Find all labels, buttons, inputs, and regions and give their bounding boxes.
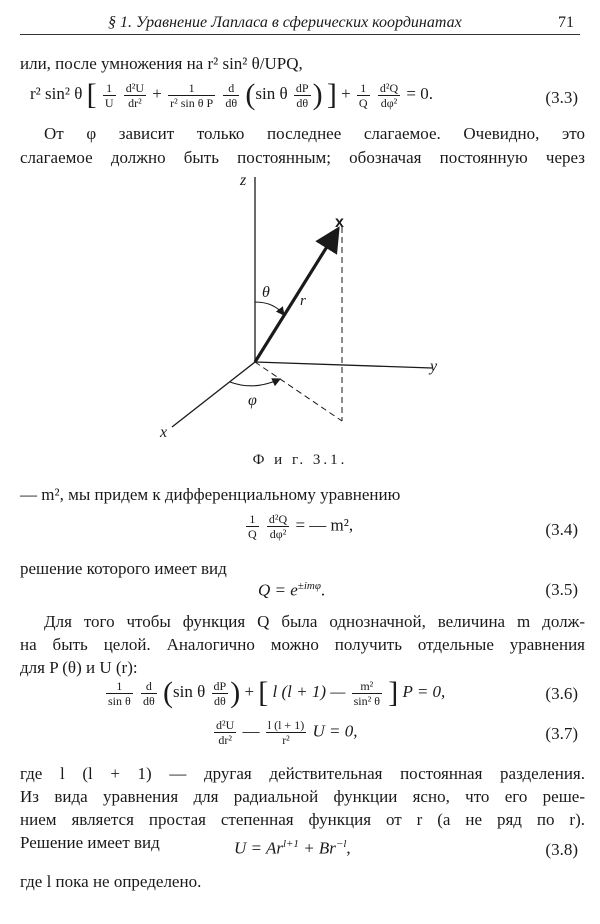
- projection-ground: [255, 362, 342, 421]
- theta-arc: [255, 302, 284, 315]
- para4-line3: для P (θ) и U (r):: [20, 658, 138, 677]
- eq37-f2-den: r²: [282, 733, 290, 747]
- eq37-minus: —: [242, 721, 260, 741]
- label-r: r: [300, 293, 306, 309]
- equation-3-8: [234, 838, 351, 859]
- eq33-lead: r² sin² θ: [30, 83, 83, 103]
- eq35-tail: .: [320, 580, 326, 600]
- para5-line3: нием является простая степенная функция от r (а не ряд по r).: [20, 810, 585, 829]
- eq33-f4-num: d: [223, 81, 239, 96]
- equation-3-5: [258, 580, 325, 601]
- eq36-f4-den: sin² θ: [353, 693, 380, 708]
- label-z: z: [240, 172, 247, 189]
- eq34-f2-den: dφ²: [269, 527, 287, 541]
- eq33-sin: sin θ: [255, 83, 288, 103]
- eq36-f1-den: sin θ: [108, 693, 131, 708]
- eq33-f4-den: dθ: [225, 95, 238, 110]
- eq38-number: (3.8): [545, 840, 578, 859]
- eq36-f2-den: dθ: [143, 693, 155, 708]
- eq37-f2-num: l (l + 1): [267, 718, 305, 732]
- eq33-f7-num: d²Q: [379, 80, 399, 95]
- eq33-f7-den: dφ²: [380, 95, 398, 110]
- eq37-number: (3.7): [545, 724, 578, 743]
- eq38-tail: ,: [346, 838, 351, 858]
- para5-line2: Из вида уравнения для радиальной функции ясно, что его реше-: [20, 787, 585, 806]
- eq36-f3-num: dP: [213, 678, 227, 693]
- eq36-f4-num: m²: [352, 679, 382, 694]
- equation-3-4: [244, 512, 353, 541]
- label-phi: φ: [248, 392, 257, 409]
- eq33-f6-den: Q: [358, 95, 368, 110]
- eq33-f2-den: dr²: [128, 95, 142, 110]
- eq35-exp: ±imφ: [297, 580, 321, 592]
- eq33-f5-num: dP: [295, 80, 309, 95]
- eq37-tail: U = 0,: [312, 721, 358, 741]
- para1-line1: От φ зависит только последнее слагаемое. Очевидно, это: [44, 124, 585, 143]
- eq33-f2-num: d²U: [125, 80, 145, 95]
- eq36-tail: P = 0,: [402, 681, 446, 701]
- label-y: y: [430, 358, 438, 375]
- eq36-number: (3.6): [545, 684, 578, 703]
- eq36-f3-den: dθ: [213, 693, 226, 708]
- equation-3-6: $\frac{1}{\text{sin θ}}$ $\frac{d}{d\theta}$ (sin θ $\frac{dP}{d\theta}$ ) + [ l (l + 1) — $\frac{\text{m²}}{\text{sin² θ}}$ ] P = 0,: [108, 676, 446, 709]
- x-axis: [172, 362, 255, 427]
- y-axis: [255, 362, 432, 368]
- eq38-b: + Br: [298, 838, 336, 858]
- equation-3-3: r² sin² θ [ $\frac{1}{U}$ $\frac{\text{d²U}}{\text{dr²}}$ + $\frac{1}{\text{r² sin θ P}}$ $\frac{d}{d\theta}$ (sin θ $\frac{dP}{d\theta}$ ) ] + $\frac{1}{Q}$ $\frac{\text{d²Q}}{\text{dφ²}}$ = 0.: [30, 78, 433, 111]
- phi-arc: [230, 379, 280, 386]
- eq36-sin: sin θ: [173, 681, 206, 701]
- eq33-f3-num: 1: [168, 81, 215, 96]
- para3: решение которого имеет вид: [20, 559, 227, 578]
- eq33-f6-num: 1: [357, 81, 370, 96]
- eq33-f1-den: U: [104, 95, 114, 110]
- label-x: x: [160, 424, 168, 441]
- eq33-tail: = 0.: [406, 83, 433, 103]
- eq34-f1-num: 1: [246, 512, 259, 527]
- label-point-x: x: [335, 214, 344, 231]
- para4-line1: Для того чтобы функция Q была однозначной, величина m долж-: [44, 612, 585, 631]
- para4-line2: на быть целой. Аналогично можно получить отдельные уравнения: [20, 635, 585, 654]
- para1-line2: слагаемое должно быть постоянным; обозначая постоянную через: [20, 148, 585, 167]
- figure-3-1: [150, 165, 450, 445]
- eq36-mid: l (l + 1) —: [272, 681, 346, 701]
- para2: — m², мы придем к дифференциальному уравнению: [20, 485, 401, 504]
- eq37-f1-num: d²U: [216, 718, 235, 732]
- eq33-number: (3.3): [545, 88, 578, 107]
- equation-3-7: [212, 718, 357, 747]
- running-header: [20, 6, 580, 35]
- eq38-exp1: l+1: [282, 838, 299, 850]
- para5-line4: Решение имеет вид: [20, 833, 160, 852]
- para5-line1: где l (l + 1) — другая действительная постоянная разделения.: [20, 764, 585, 783]
- eq35-number: (3.5): [545, 580, 578, 599]
- para6: где l пока не определено.: [20, 872, 202, 891]
- eq38-a: U = Ar: [234, 838, 283, 858]
- page-number: 71: [558, 14, 574, 31]
- eq37-f1-den: dr²: [218, 733, 232, 747]
- eq34-f2-num: d²Q: [268, 512, 288, 526]
- eq35-lhs: Q = e: [258, 580, 298, 600]
- eq33-f5-den: dθ: [296, 95, 309, 110]
- text-line-1: или, после умножения на r² sin² θ/UPQ,: [20, 54, 303, 73]
- eq34-tail: = — m²,: [295, 515, 354, 535]
- eq38-exp2: −l: [335, 838, 347, 850]
- label-theta: θ: [262, 284, 270, 301]
- figure-caption: Ф и г. 3.1.: [252, 452, 348, 468]
- eq36-f1-num: 1: [106, 679, 133, 694]
- eq34-f1-den: Q: [248, 527, 257, 541]
- eq36-f2-num: d: [141, 679, 157, 694]
- eq34-number: (3.4): [545, 520, 578, 539]
- figure-svg: [150, 165, 450, 445]
- running-title: § 1. Уравнение Лапласа в сферических координатах: [108, 14, 462, 31]
- eq33-f3-den: r² sin θ P: [170, 95, 214, 110]
- eq33-f1-num: 1: [103, 81, 116, 96]
